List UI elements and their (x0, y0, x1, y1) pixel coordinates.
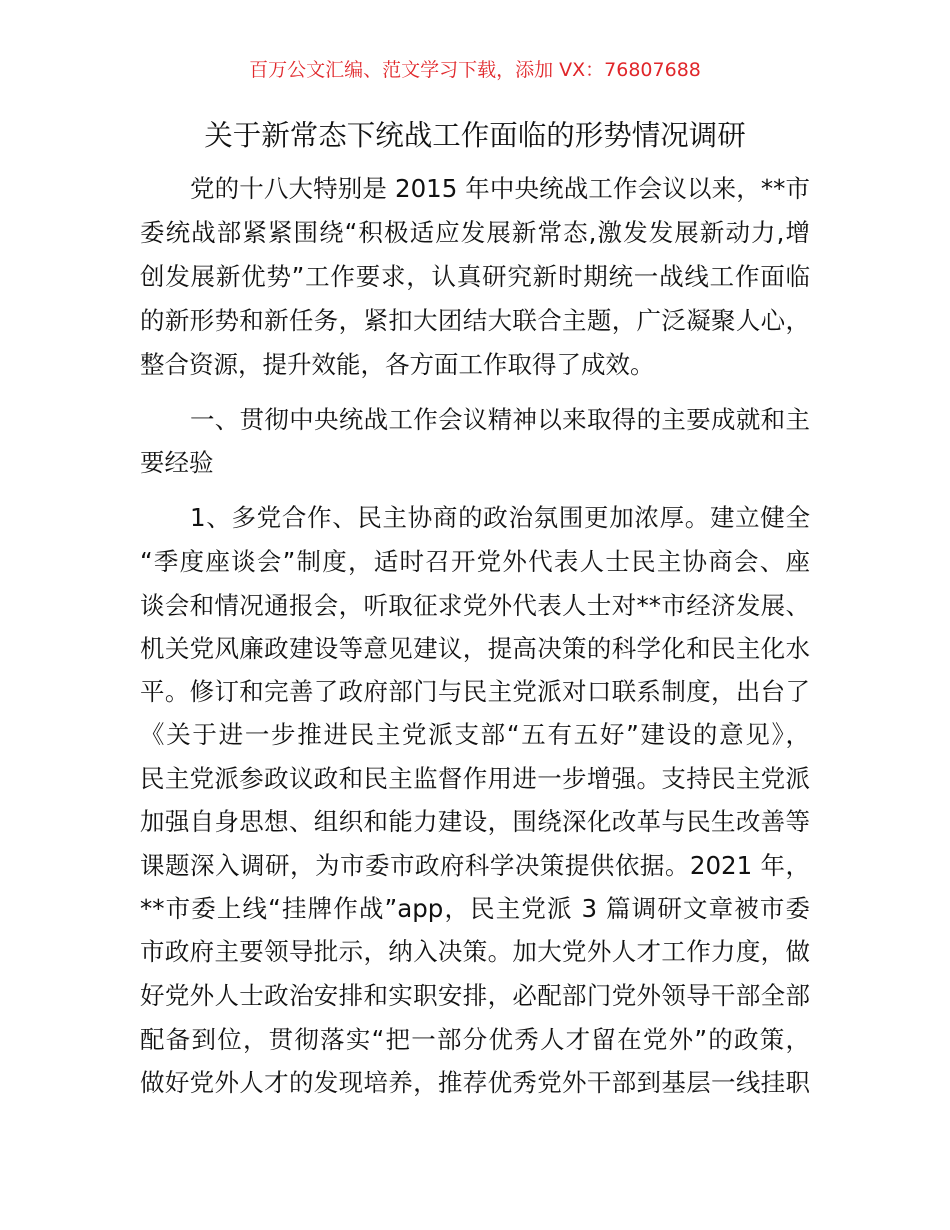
text-line: 整合资源，提升效能，各方面工作取得了成效。 (140, 350, 655, 379)
text-line: 做好党外人才的发现培养，推荐优秀党外干部到基层一线挂职 (140, 1068, 810, 1097)
text-line: 一、贯彻中央统战工作会议精神以来取得的主要成就和主 (190, 405, 810, 434)
text-line: 的新形势和新任务，紧扣大团结大联合主题，广泛凝聚人心， (140, 306, 810, 335)
text-line: 1、多党合作、民主协商的政治氛围更加浓厚。建立健全 (190, 503, 810, 532)
text-line: “季度座谈会”制度，适时召开党外代表人士民主协商会、座 (140, 547, 810, 576)
text-line: 好党外人士政治安排和实职安排，必配部门党外领导干部全部 (140, 981, 810, 1010)
watermark-header: 百万公文汇编、范文学习下载，添加 VX：76807688 (249, 59, 701, 81)
text-line: 《关于进一步推进民主党派支部“五有五好”建设的意见》， (140, 720, 810, 749)
text-line: 课题深入调研，为市委市政府科学决策提供依据。2021 年， (140, 851, 810, 880)
text-line: 委统战部紧紧围绕“积极适应发展新常态,激发发展新动力,增 (140, 218, 811, 247)
text-line: 党的十八大特别是 2015 年中央统战工作会议以来，**市 (190, 174, 810, 203)
text-line: 加强自身思想、组织和能力建设，围绕深化改革与民生改善等 (140, 807, 810, 836)
text-line: **市委上线“挂牌作战”app，民主党派 3 篇调研文章被市委 (140, 894, 810, 923)
text-line: 市政府主要领导批示，纳入决策。加大党外人才工作力度，做 (140, 937, 810, 966)
text-line: 创发展新优势”工作要求，认真研究新时期统一战线工作面临 (140, 262, 810, 291)
text-line: 民主党派参政议政和民主监督作用进一步增强。支持民主党派 (140, 764, 810, 793)
text-line: 机关党风廉政建设等意见建议，提高决策的科学化和民主化水 (140, 634, 810, 663)
text-line: 谈会和情况通报会，听取征求党外代表人士对**市经济发展、 (140, 591, 810, 620)
text-line: 平。修订和完善了政府部门与民主党派对口联系制度，出台了 (140, 677, 810, 706)
text-line: 配备到位，贯彻落实“把一部分优秀人才留在党外”的政策， (140, 1025, 810, 1054)
document-title: 关于新常态下统战工作面临的形势情况调研 (204, 119, 746, 152)
text-line: 要经验 (140, 448, 214, 477)
